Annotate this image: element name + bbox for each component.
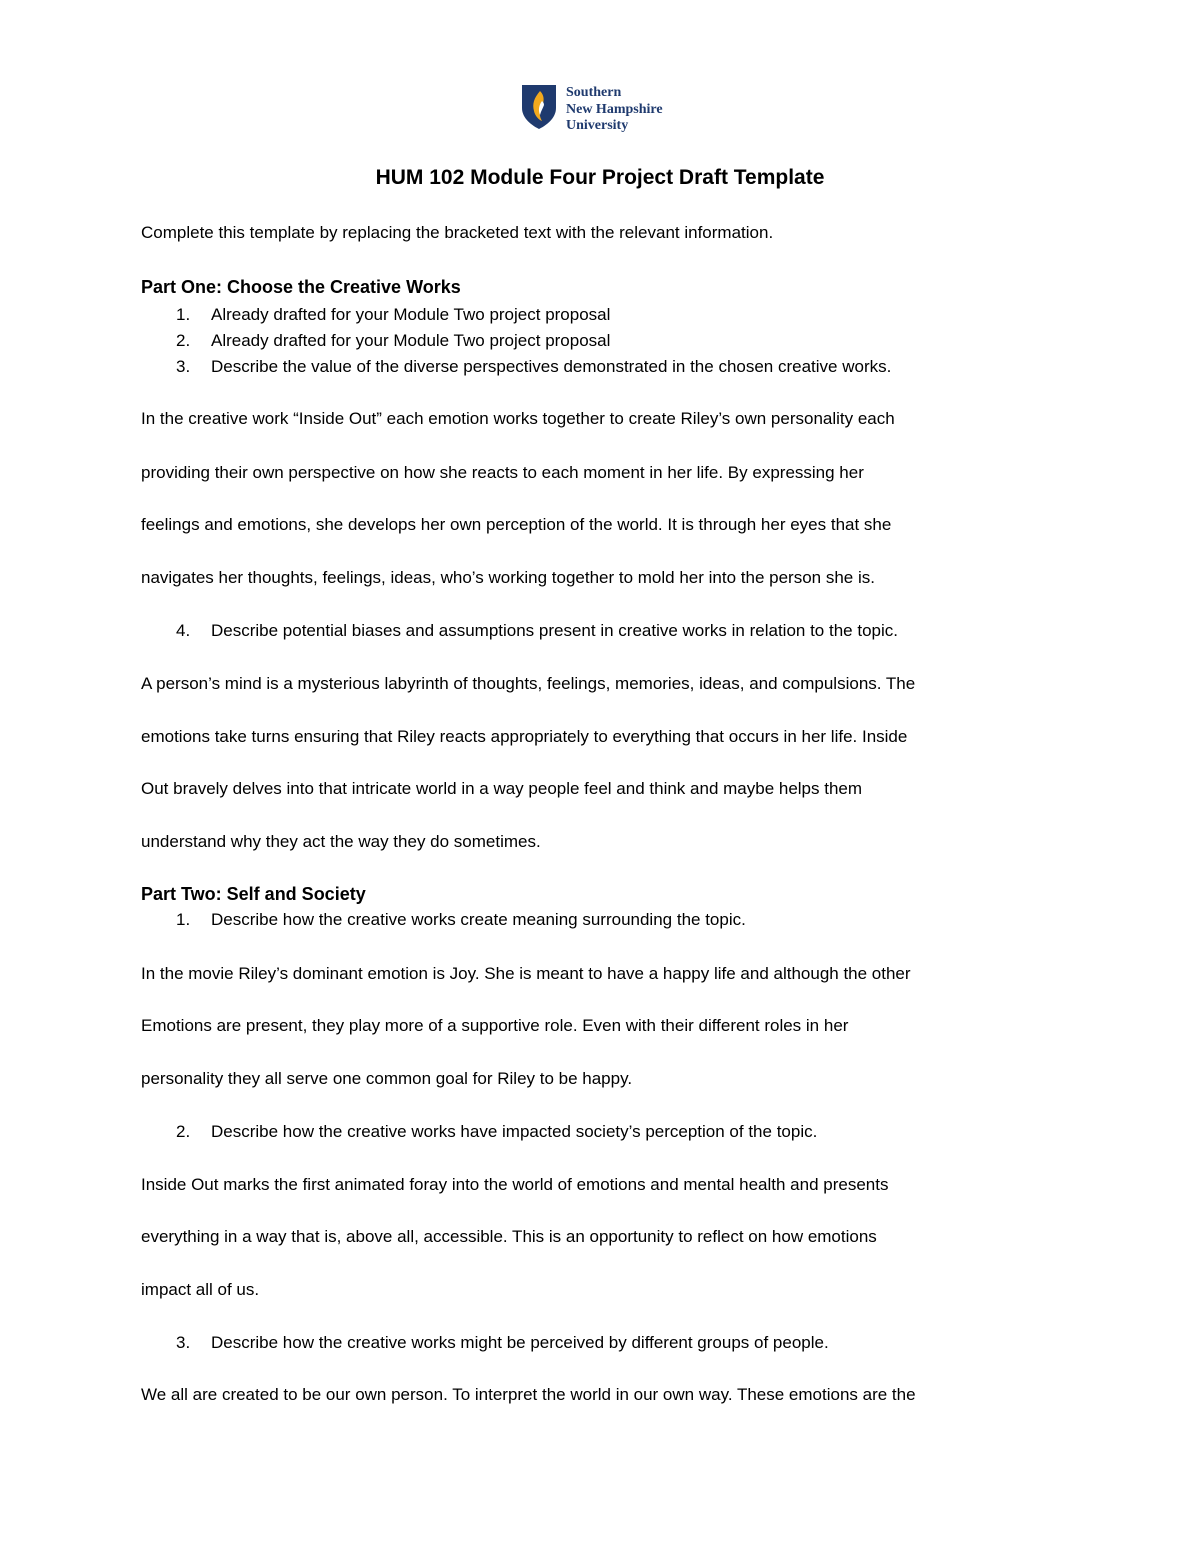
list-text: Describe the value of the diverse perspectives demonstrated in the chosen creative works. xyxy=(211,357,892,376)
answer-line: providing their own perspective on how she reacts to each moment in her life. By expressing her xyxy=(141,463,864,482)
answer-line: impact all of us. xyxy=(141,1280,260,1299)
list-number: 1. xyxy=(176,305,191,324)
list-number: 3. xyxy=(176,1333,191,1352)
answer-line: feelings and emotions, she develops her own perception of the world. It is through her eyes that she xyxy=(141,515,892,534)
list-number: 2. xyxy=(176,331,191,350)
logo-line-3: University xyxy=(566,118,629,133)
list-number: 3. xyxy=(176,357,191,376)
list-text: Describe how the creative works have impacted society’s perception of the topic. xyxy=(211,1122,818,1141)
answer-line: everything in a way that is, above all, accessible. This is an opportunity to reflect on how emotions xyxy=(141,1227,877,1246)
list-number: 2. xyxy=(176,1122,191,1141)
list-number: 1. xyxy=(176,910,191,929)
part-two-item-2 xyxy=(176,1120,817,1144)
part-two-item-3 xyxy=(176,1331,829,1355)
instructions: Complete this template by replacing the bracketed text with the relevant information. xyxy=(141,223,774,242)
university-logo xyxy=(521,84,663,135)
logo-wordmark xyxy=(566,85,663,135)
answer-line: In the movie Riley’s dominant emotion is Joy. She is meant to have a happy life and although the other xyxy=(141,964,911,983)
logo-line-1: Southern xyxy=(566,85,622,100)
shield-flame-icon xyxy=(521,84,557,130)
answer-line: Emotions are present, they play more of a supportive role. Even with their different roles in her xyxy=(141,1016,849,1035)
answer-line: emotions take turns ensuring that Riley reacts appropriately to everything that occurs in her life. Inside xyxy=(141,727,908,746)
document-title: HUM 102 Module Four Project Draft Template xyxy=(375,166,825,189)
part-two-heading: Part Two: Self and Society xyxy=(141,884,366,904)
part-one-heading: Part One: Choose the Creative Works xyxy=(141,277,461,297)
logo-line-2: New Hampshire xyxy=(566,101,663,117)
answer-line: understand why they act the way they do sometimes. xyxy=(141,832,541,851)
answer-line: personality they all serve one common goal for Riley to be happy. xyxy=(141,1069,633,1088)
answer-line: navigates her thoughts, feelings, ideas, who’s working together to mold her into the person she is. xyxy=(141,568,875,587)
list-text: Describe potential biases and assumptions present in creative works in relation to the topic. xyxy=(211,621,898,640)
answer-line: Out bravely delves into that intricate world in a way people feel and think and maybe helps them xyxy=(141,779,863,798)
list-text: Describe how the creative works create meaning surrounding the topic. xyxy=(211,910,746,929)
list-number: 4. xyxy=(176,621,191,640)
part-two-item-1 xyxy=(176,908,746,932)
part-one-item-4 xyxy=(176,619,898,643)
answer-line: Inside Out marks the first animated foray into the world of emotions and mental health and presents xyxy=(141,1175,889,1194)
list-text: Already drafted for your Module Two project proposal xyxy=(211,305,611,324)
answer-line: We all are created to be our own person. To interpret the world in our own way. These emotions are the xyxy=(141,1385,916,1404)
part-one-item-3 xyxy=(176,355,891,379)
answer-line: In the creative work “Inside Out” each emotion works together to create Riley’s own personality each xyxy=(141,409,895,428)
list-text: Describe how the creative works might be perceived by different groups of people. xyxy=(211,1333,829,1352)
part-one-item-1 xyxy=(176,303,610,327)
list-text: Already drafted for your Module Two project proposal xyxy=(211,331,611,350)
answer-line: A person’s mind is a mysterious labyrinth of thoughts, feelings, memories, ideas, and compulsions. The xyxy=(141,674,916,693)
part-one-item-2 xyxy=(176,329,610,353)
